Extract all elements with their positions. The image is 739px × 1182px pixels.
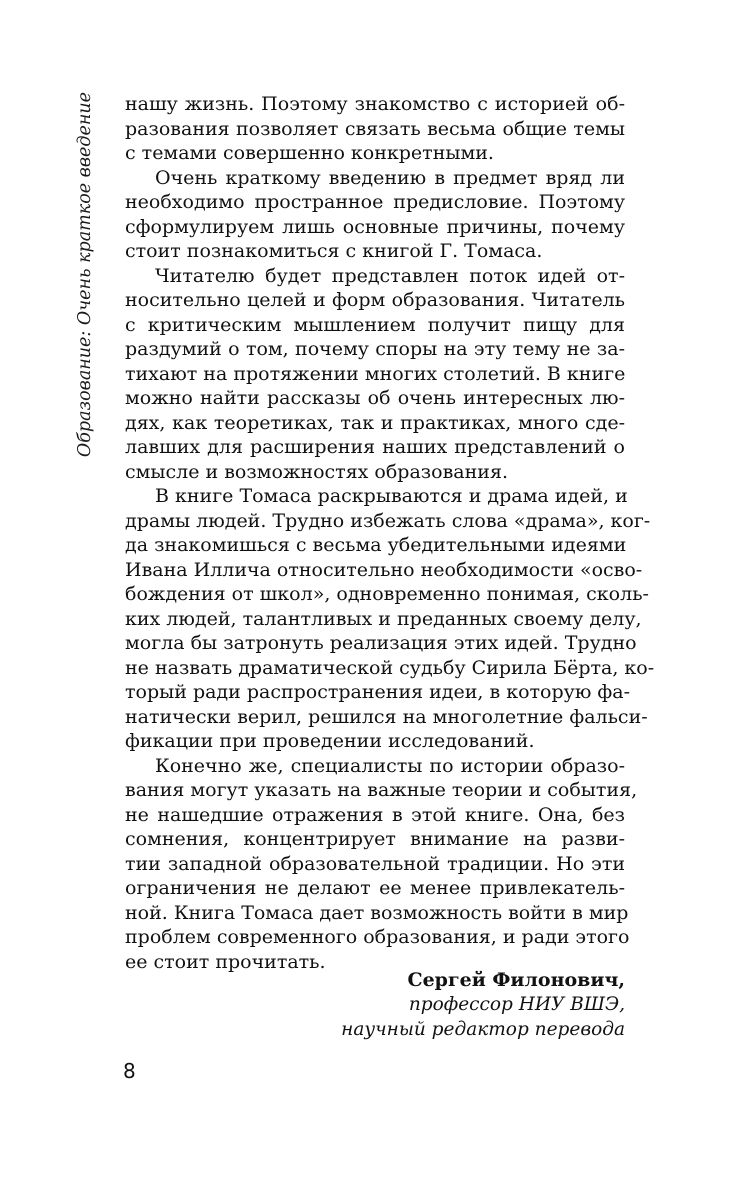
text-line: дях, как теоретиках, так и практиках, много сде- bbox=[125, 411, 625, 434]
text-line: сформулируем лишь основные причины, почему bbox=[125, 215, 625, 238]
running-head: Образование: Очень краткое введение bbox=[75, 92, 95, 458]
text-line: ной. Книга Томаса дает возможность войти в мир bbox=[125, 901, 629, 924]
text-line: носительно целей и форм образования. Читатель bbox=[125, 289, 625, 311]
page-number: 8 bbox=[123, 1059, 136, 1083]
signature-block bbox=[250, 968, 625, 1042]
text-line: с критическим мышлением получит пищу для bbox=[125, 313, 625, 336]
text-line: вания могут указать на важные теории и события, bbox=[125, 779, 638, 801]
text-line: смысле и возможностях образования. bbox=[125, 460, 508, 483]
text-line: В книге Томаса раскрываются и драма идей, и bbox=[155, 485, 628, 507]
text-line: Конечно же, специалисты по истории образо- bbox=[155, 754, 625, 777]
text-line: разования позволяет связать весьма общие темы bbox=[125, 117, 625, 140]
text-line: фикации при проведении исследований. bbox=[125, 730, 535, 752]
text-line: лавших для расширения наших представлений о bbox=[125, 436, 625, 458]
text-line: необходимо пространное предисловие. Поэтому bbox=[125, 191, 625, 213]
text-line: с темами совершенно конкретными. bbox=[125, 142, 494, 164]
text-line: проблем современного образования, и ради этого bbox=[125, 926, 630, 948]
signature-role-editor: научный редактор перевода bbox=[341, 1019, 625, 1040]
text-line: стоит познакомиться с книгой Г. Томаса. bbox=[125, 240, 543, 262]
text-line: раздумий о том, почему споры на эту тему не за- bbox=[125, 338, 625, 360]
text-line: можно найти рассказы об очень интересных лю- bbox=[125, 387, 625, 409]
text-line: бождения от школ», одновременно понимая, сколь- bbox=[125, 583, 649, 605]
text-line: тии западной образовательной традиции. Но эти bbox=[125, 852, 625, 875]
text-line: да знакомишься с весьма убедительными идеями bbox=[125, 534, 627, 556]
text-line: ких людей, талантливых и преданных своему делу, bbox=[125, 607, 642, 630]
text-line: не назвать драматической судьбу Сирила Бёрта, ко- bbox=[125, 656, 655, 679]
text-line: тихают на протяжении многих столетий. В книге bbox=[125, 362, 626, 385]
text-line: могла бы затронуть реализация этих идей. Трудно bbox=[125, 632, 637, 654]
text-line: Очень краткому введению в предмет вряд ли bbox=[155, 166, 625, 189]
text-line: нашу жизнь. Поэтому знакомство с историей об- bbox=[125, 93, 625, 115]
body-text bbox=[125, 92, 655, 974]
text-line: драмы людей. Трудно избежать слова «драма», ког- bbox=[125, 509, 651, 532]
text-line: натически верил, решился на многолетние фальси- bbox=[125, 705, 648, 728]
text-line: ограничения не делают ее менее привлекатель- bbox=[125, 877, 625, 899]
text-line: торый ради распространения идеи, в которую фа- bbox=[125, 681, 631, 703]
text-line: сомнения, концентрирует внимание на разви- bbox=[125, 828, 625, 850]
text-line: не нашедшие отражения в этой книге. Она, без bbox=[125, 803, 625, 826]
signature-role-professor: профессор НИУ ВШЭ, bbox=[408, 994, 625, 1015]
signature-name: Сергей Филонович, bbox=[407, 969, 625, 991]
text-line: ее стоит прочитать. bbox=[125, 950, 326, 973]
text-line: Ивана Иллича относительно необходимости «осво- bbox=[125, 558, 643, 581]
text-line: Читателю будет представлен поток идей от- bbox=[155, 264, 625, 287]
